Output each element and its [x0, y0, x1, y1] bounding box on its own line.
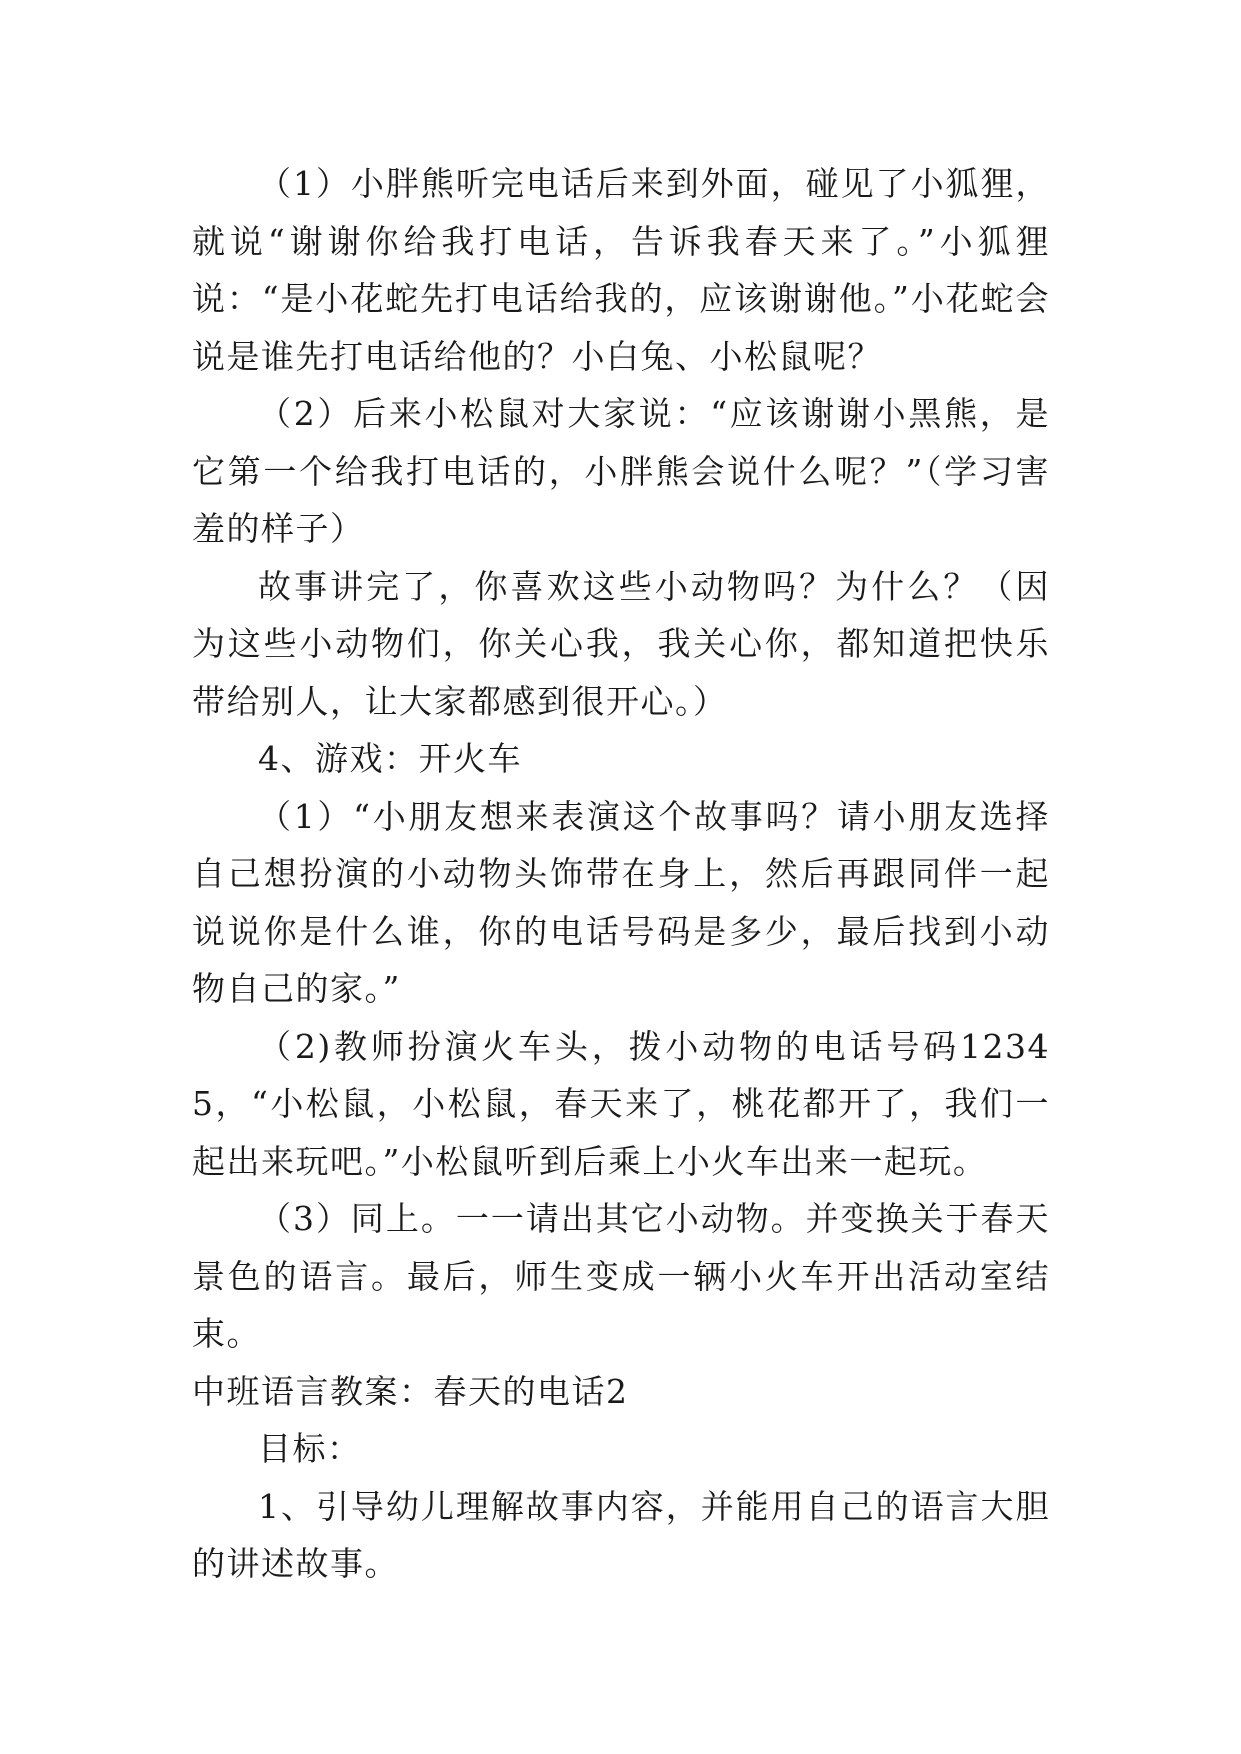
paragraph-story-end: 故事讲完了，你喜欢这些小动物吗？为什么？（因为这些小动物们，你关心我，我关心你，都知道把快乐带给别人，让大家都感到很开心。）	[192, 566, 1050, 721]
paragraph-squirrel-speech: （2）后来小松鼠对大家说：“应该谢谢小黑熊，是它第一个给我打电话的，小胖熊会说什么呢？”（学习害羞的样子）	[192, 394, 1050, 548]
paragraph-story-thanks: （1）小胖熊听完电话后来到外面，碰见了小狐狸，就说“谢谢你给我打电话，告诉我春天来了。”小狐狸说：“是小花蛇先打电话给我的，应该谢谢他。”小花蛇会说是谁先打电话给他的？小白兔、小松鼠呢？	[192, 164, 1050, 376]
paragraph-game-step-1: （1）“小朋友想来表演这个故事吗？请小朋友选择自己想扮演的小动物头饰带在身上，然后再跟同伴一起说说你是什么谁，你的电话号码是多少，最后找到小动物自己的家。”	[192, 796, 1050, 1008]
section-heading-game: 4、游戏：开火车	[258, 739, 522, 778]
paragraph-game-step-2: （2)教师扮演火车头，拨小动物的电话号码12345，“小松鼠，小松鼠，春天来了，桃花都开了，我们一起出来玩吧。”小松鼠听到后乘上小火车出来一起玩。	[192, 1026, 1050, 1181]
objectives-heading: 目标：	[258, 1429, 362, 1468]
paragraph-game-step-3: （3）同上。一一请出其它小动物。并变换关于春天景色的语言。最后，师生变成一辆小火车开出活动室结束。	[192, 1199, 1050, 1353]
objective-item-1: 1、引导幼儿理解故事内容，并能用自己的语言大胆的讲述故事。	[192, 1486, 1050, 1583]
lesson-title: 中班语言教案：春天的电话2	[192, 1371, 629, 1411]
document-page	[192, 155, 1050, 1593]
